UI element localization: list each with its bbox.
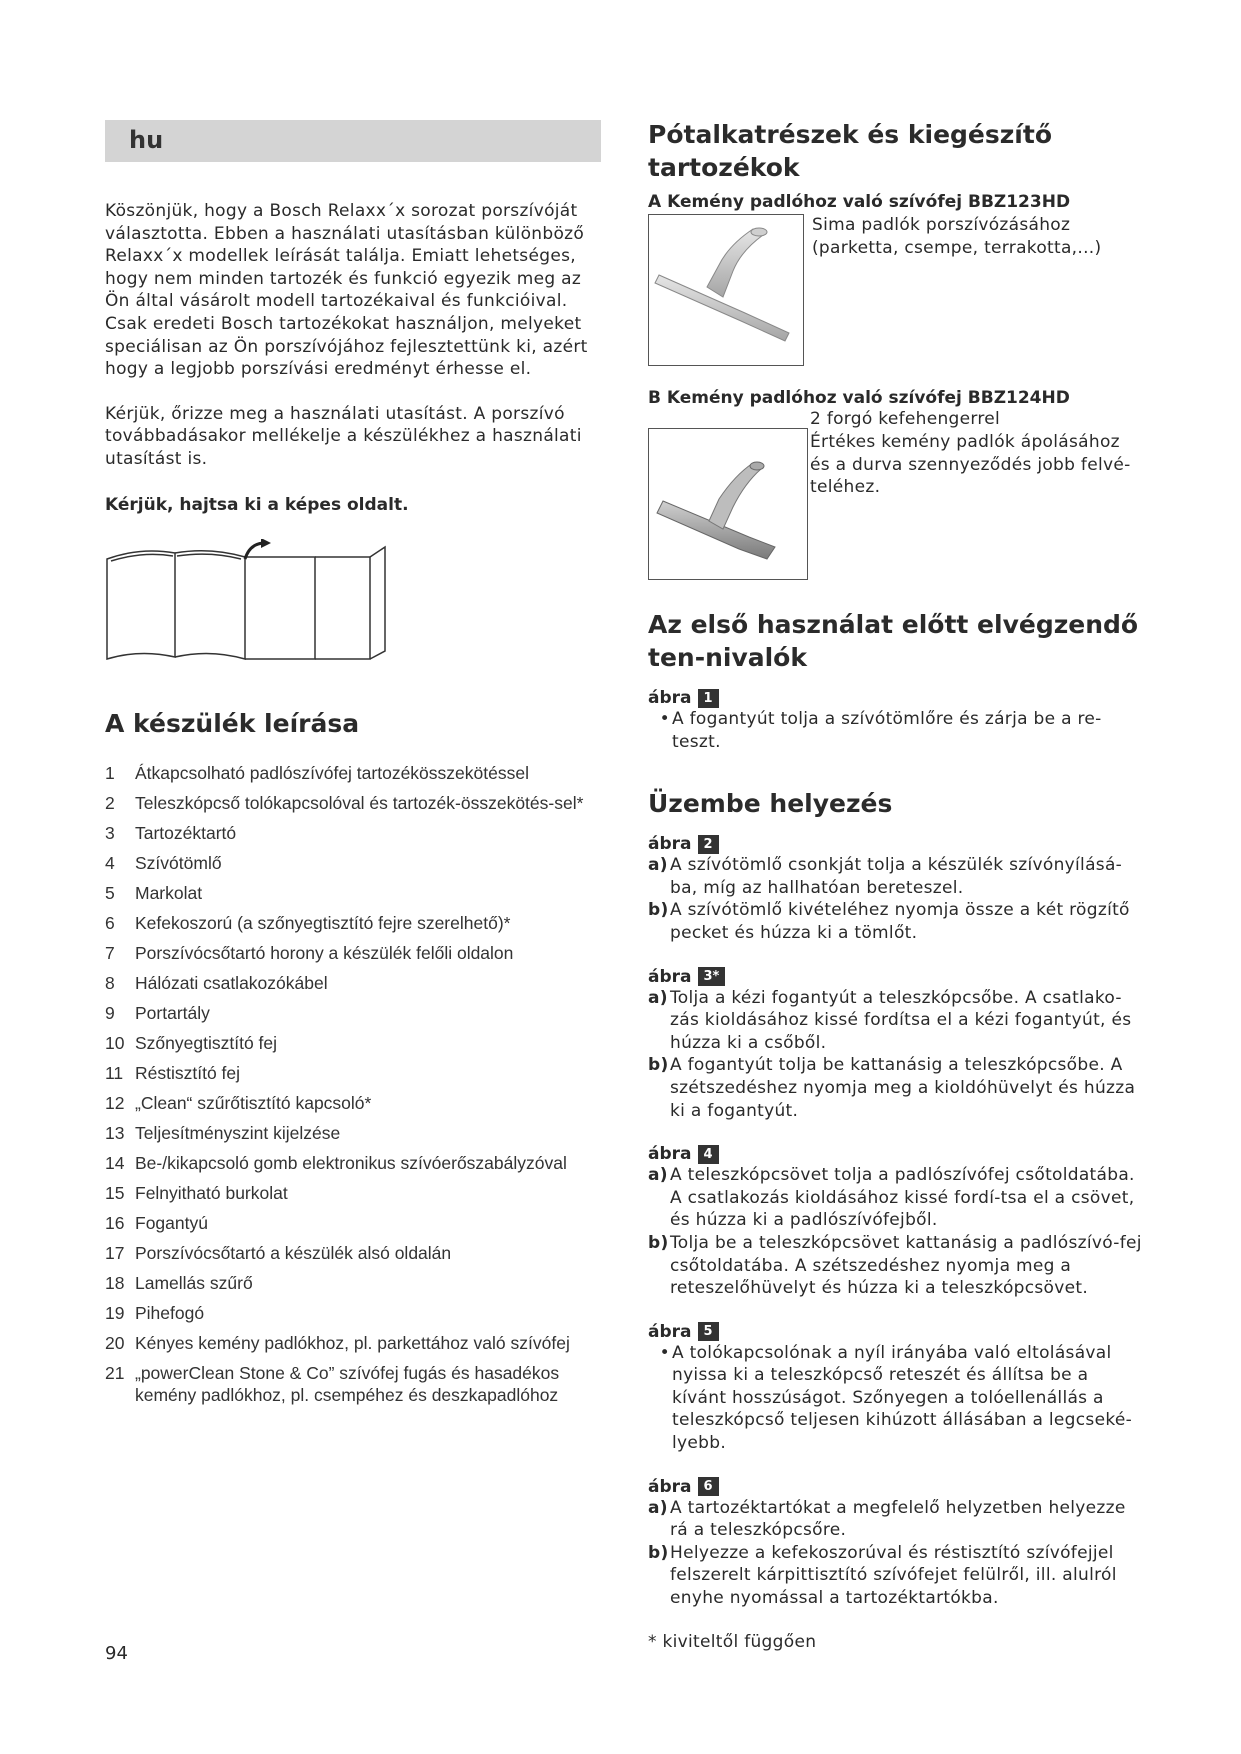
list-item [105, 1002, 601, 1024]
figure-4-label: ábra 4 [648, 1144, 1148, 1164]
figure-2-step-b: b) A szívótömlő kivételéhez nyomja össze a két rögzítő pecket és húzza ki a tömlőt. [648, 900, 1130, 943]
part-number: 9 [105, 1002, 115, 1023]
figure-5-step: • A tolókapcsolónak a nyíl irányába való eltolásával nyissa ki a teleszkópcső reteszét és állítsa be a kívánt hosszúságot. Szőnyegen a tolóellenállás a teleszkópcső teljesen kihúzott állásában a legcseké-lyebb. [648, 1342, 1148, 1455]
figure-1-step: • A fogantyút tolja a szívótömlőre és zárja be a re-teszt. [648, 708, 1148, 753]
part-label: Porszívócsőtartó horony a készülék felőli oldalon [135, 942, 514, 963]
fold-out-page-illustration [105, 539, 425, 669]
part-number: 16 [105, 1212, 125, 1233]
part-label: Be-/kikapcsoló gomb elektronikus szívóerőszabályzóval [135, 1152, 567, 1173]
figure-2-label: ábra 2 [648, 834, 1148, 854]
list-item [105, 1332, 601, 1354]
accessories-title: Pótalkatrészek és kiegészítő tartozékok [648, 120, 1053, 182]
list-item [105, 792, 601, 814]
page-number: 94 [105, 1643, 128, 1664]
part-label: Kényes kemény padlókhoz, pl. parkettához való szívófej [135, 1332, 570, 1353]
figure-3-label: ábra 3* [648, 967, 1148, 987]
part-label: Porszívócsőtartó a készülék alsó oldalán [135, 1242, 452, 1263]
accessory-b-title: B Kemény padlóhoz való szívófej BBZ124HD [648, 388, 1070, 408]
part-number: 20 [105, 1332, 125, 1353]
part-number: 2 [105, 792, 115, 813]
list-item [105, 1152, 601, 1174]
right-column [648, 118, 1148, 1610]
part-label: Tartozéktartó [135, 822, 237, 843]
part-number: 13 [105, 1122, 125, 1143]
part-number: 5 [105, 882, 115, 903]
list-item [105, 762, 601, 784]
keep-instructions-paragraph: Kérjük, őrizze meg a használati utasítást. A porszívó továbbadásakor mellékelje a készülékhez a használati utasítást is. [105, 403, 582, 469]
accessory-a-description: Sima padlók porszívózásához (parketta, csempe, terrakotta,...) [812, 215, 1102, 258]
figure-4-step-b: b) Tolja be a teleszkópcsövet kattanásig a padlószívó-fej csőtoldatába. A szétszedéshez nyomja meg a reteszelőhüvelyt és húzza ki a teleszkópcsövet. [648, 1232, 1142, 1299]
accessory-b-brush-note: 2 forgó kefehengerrel [810, 409, 1001, 429]
part-label: Átkapcsolható padlószívófej tartozékösszekötéssel [135, 762, 529, 783]
part-label: Hálózati csatlakozókábel [135, 972, 328, 993]
part-number: 3 [105, 822, 115, 843]
part-label: Réstisztító fej [135, 1062, 241, 1083]
accessory-b [648, 408, 1148, 580]
part-number: 18 [105, 1272, 125, 1293]
list-item [105, 822, 601, 844]
list-item [105, 972, 601, 994]
list-item [105, 1242, 601, 1264]
part-number: 17 [105, 1242, 125, 1263]
floor-nozzle-b-image [648, 428, 808, 580]
bullet-icon: • [659, 709, 670, 729]
list-item [105, 1212, 601, 1234]
part-number: 1 [105, 762, 115, 783]
part-label: „powerClean Stone & Co” szívófej fugás és hasadékos kemény padlókhoz, pl. csempéhez és deszkapadlóhoz [135, 1362, 560, 1405]
figure-3-step-b: b) A fogantyút tolja be kattanásig a teleszkópcsőbe. A szétszedéshez nyomja meg a kioldóhüvelyt és húzza ki a fogantyút. [648, 1055, 1136, 1121]
list-item [105, 852, 601, 874]
language-header [105, 120, 601, 162]
part-label: Portartály [135, 1002, 210, 1023]
list-item [105, 1302, 601, 1324]
left-column [105, 120, 601, 1414]
list-item [105, 1122, 601, 1144]
list-item [105, 1062, 601, 1084]
figure-3-badge: 3* [698, 967, 726, 986]
footnote: * kiviteltől függően [648, 1632, 817, 1652]
list-item [105, 882, 601, 904]
accessory-b-description: Értékes kemény padlók ápolásához és a durva szennyeződés jobb felvé-teléhez. [810, 432, 1131, 498]
list-item [105, 1032, 601, 1054]
list-item [105, 942, 601, 964]
figure-6-badge: 6 [698, 1477, 719, 1496]
part-number: 12 [105, 1092, 125, 1113]
part-number: 8 [105, 972, 115, 993]
accessory-a [648, 214, 1148, 366]
part-number: 4 [105, 852, 115, 873]
part-label: Teljesítményszint kijelzése [135, 1122, 341, 1143]
figure-6-step-b: b) Helyezze a kefekoszorúval és réstisztító szívófejjel felszerelt kárpittisztító szívófejet felülről, ill. alulról enyhe nyomással a tartozéktartókba. [648, 1542, 1117, 1609]
figure-4-badge: 4 [698, 1145, 719, 1164]
figure-3-step-a: a) Tolja a kézi fogantyút a teleszkópcsőbe. A csatlako-zás kioldásához kissé fordítsa el a kézi fogantyút, és húzza ki a csőből. [648, 987, 1132, 1053]
intro-paragraph: Köszönjük, hogy a Bosch Relaxx´x sorozat porszívóját választotta. Ebben a használati utasításban különböző Relaxx´x modellek leírását találja. Emiatt lehetséges, hogy nem minden tartozék és funkció egyezik meg az Ön által vásárolt modell tartozékaival és funkcióival. Csak eredeti Bosch tartozékokat használjon, melyeket speciálisan az Ön porszívójához fejlesztettünk ki, azért hogy a legjobb porszívási eredményt érhesse el. [105, 201, 588, 380]
figure-1-badge: 1 [698, 689, 719, 708]
part-label: Kefekoszorú (a szőnyegtisztító fejre szerelhető)* [135, 912, 511, 933]
part-label: Pihefogó [135, 1302, 205, 1323]
part-label: Felnyitható burkolat [135, 1182, 288, 1203]
part-number: 15 [105, 1182, 125, 1203]
list-item [105, 1362, 601, 1406]
part-label: „Clean“ szűrőtisztító kapcsoló* [135, 1092, 372, 1113]
list-item [105, 1092, 601, 1114]
figure-2-step-a: a) A szívótömlő csonkját tolja a készülék szívónyílásá-ba, míg az hallhatóan bereteszel. [648, 855, 1123, 898]
accessory-a-title: A Kemény padlóhoz való szívófej BBZ123HD [648, 192, 1071, 212]
figure-4-step-a: a) A teleszkópcsövet tolja a padlószívófej csőtoldatába. A csatlakozás kioldásához kissé fordí-tsa el a csövet, és húzza ki a padlószívófejből. [648, 1165, 1135, 1231]
figure-1-label: ábra 1 [648, 688, 1148, 708]
part-number: 21 [105, 1362, 125, 1383]
part-label: Fogantyú [135, 1212, 208, 1233]
device-description-title: A készülék leírása [105, 708, 360, 738]
part-number: 6 [105, 912, 115, 933]
language-code: hu [129, 126, 164, 154]
first-use-title: Az első használat előtt elvégzendő ten-nivalók [648, 610, 1139, 672]
part-number: 11 [105, 1062, 124, 1083]
part-number: 10 [105, 1032, 125, 1053]
figure-6-label: ábra 6 [648, 1477, 1148, 1497]
fold-out-note: Kérjük, hajtsa ki a képes oldalt. [105, 494, 409, 515]
parts-list [105, 762, 601, 1406]
part-label: Teleszkópcső tolókapcsolóval és tartozék-összekötés-sel* [135, 792, 584, 813]
figure-5-label: ábra 5 [648, 1322, 1148, 1342]
bullet-icon: • [659, 1342, 670, 1363]
part-label: Lamellás szűrő [135, 1272, 253, 1293]
list-item [105, 1182, 601, 1204]
part-number: 19 [105, 1302, 125, 1323]
part-number: 14 [105, 1152, 125, 1173]
figure-6-step-a: a) A tartozéktartókat a megfelelő helyzetben helyezze rá a teleszkópcsőre. [648, 1497, 1126, 1541]
figure-5-badge: 5 [698, 1322, 719, 1341]
part-label: Szőnyegtisztító fej [135, 1032, 278, 1053]
list-item [105, 1272, 601, 1294]
figure-2-badge: 2 [698, 835, 719, 854]
floor-nozzle-a-image [648, 214, 804, 366]
part-label: Szívótömlő [135, 852, 222, 873]
list-item [105, 912, 601, 934]
part-number: 7 [105, 942, 115, 963]
operation-title: Üzembe helyezés [648, 789, 893, 819]
part-label: Markolat [135, 882, 203, 903]
